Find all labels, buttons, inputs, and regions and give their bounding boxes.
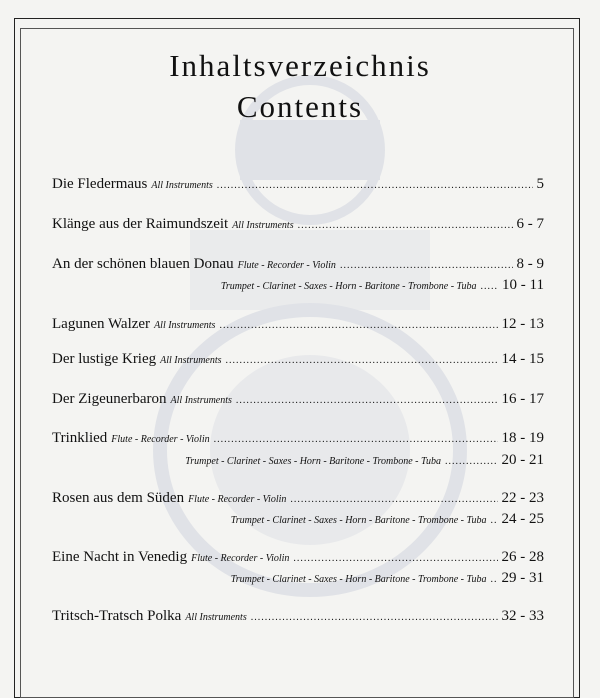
entry-title: Rosen aus dem Süden <box>52 490 185 506</box>
dot-leader <box>217 180 533 191</box>
entry-page: 16 - 17 <box>501 391 544 407</box>
entry-page: 8 - 9 <box>516 256 544 272</box>
toc-entry <box>52 549 544 566</box>
entry-page: 14 - 15 <box>501 351 544 367</box>
dot-leader <box>290 494 497 505</box>
toc-entry <box>52 256 544 273</box>
entry-instruments: All Instruments <box>154 320 216 331</box>
dot-leader <box>293 553 497 564</box>
entry-page: 22 - 23 <box>501 490 544 506</box>
title-english: Contents <box>236 89 364 124</box>
entry-page: 6 - 7 <box>516 216 544 232</box>
entry-page: 32 - 33 <box>501 608 544 624</box>
entry-instruments: Trumpet - Clarinet - Saxes - Horn - Baritone - Trombone - Tuba <box>220 281 477 292</box>
entry-instruments: Flute - Recorder - Violin <box>191 553 290 564</box>
entry-title: Der lustige Krieg <box>52 351 157 367</box>
entry-page: 20 - 21 <box>501 452 544 468</box>
toc-entry <box>52 216 544 233</box>
toc-entry <box>52 351 544 368</box>
entry-title: Klänge aus der Raimundszeit <box>52 216 229 232</box>
entry-instruments: Flute - Recorder - Violin <box>237 260 336 271</box>
entry-instruments: All Instruments <box>232 220 294 231</box>
dot-leader <box>340 260 513 271</box>
dot-leader <box>236 395 498 406</box>
dot-leader: ............... <box>445 456 498 467</box>
entry-title: Lagunen Walzer <box>52 316 151 332</box>
dot-leader <box>219 320 497 331</box>
entry-title: Die Fledermaus <box>52 176 148 192</box>
entry-instruments: Trumpet - Clarinet - Saxes - Horn - Baritone - Trombone - Tuba <box>230 515 487 526</box>
entry-page: 5 <box>536 176 544 192</box>
entry-title: Der Zigeunerbaron <box>52 391 167 407</box>
toc-entry <box>52 176 544 193</box>
dot-leader: .. <box>490 515 498 526</box>
dot-leader <box>298 220 513 231</box>
entry-instruments: Trumpet - Clarinet - Saxes - Horn - Baritone - Trombone - Tuba <box>185 456 441 467</box>
toc-sub-entry <box>231 511 544 528</box>
entry-instruments: All Instruments <box>170 395 232 406</box>
entry-page: 24 - 25 <box>501 511 544 527</box>
toc-sub-entry <box>221 277 544 294</box>
entry-instruments: Flute - Recorder - Violin <box>111 434 210 445</box>
entry-page: 12 - 13 <box>501 316 544 332</box>
title-german: Inhaltsverzeichnis <box>169 48 431 83</box>
toc-entry <box>52 391 544 408</box>
entry-title: Tritsch-Tratsch Polka <box>52 608 182 624</box>
entry-title: Trinklied <box>52 430 108 446</box>
entry-page: 10 - 11 <box>502 277 544 293</box>
entry-instruments: All Instruments <box>151 180 213 191</box>
dot-leader: ..... <box>480 281 499 292</box>
toc-sub-entry <box>231 570 544 587</box>
toc-entry <box>52 316 544 333</box>
toc-entry <box>52 490 544 507</box>
dot-leader: .. <box>490 574 498 585</box>
entry-page: 29 - 31 <box>501 570 544 586</box>
entry-title: Eine Nacht in Venedig <box>52 549 188 565</box>
dot-leader <box>251 612 498 623</box>
entry-page: 18 - 19 <box>501 430 544 446</box>
dot-leader <box>226 355 498 366</box>
dot-leader <box>214 434 498 445</box>
toc-entry <box>52 608 544 625</box>
entry-instruments: All Instruments <box>185 612 247 623</box>
toc-sub-entry <box>185 452 544 469</box>
entry-instruments: All Instruments <box>160 355 222 366</box>
toc-entry <box>52 430 544 447</box>
entry-instruments: Flute - Recorder - Violin <box>188 494 287 505</box>
entry-page: 26 - 28 <box>501 549 544 565</box>
entry-title: An der schönen blauen Donau <box>52 256 234 272</box>
entry-instruments: Trumpet - Clarinet - Saxes - Horn - Baritone - Trombone - Tuba <box>230 574 487 585</box>
